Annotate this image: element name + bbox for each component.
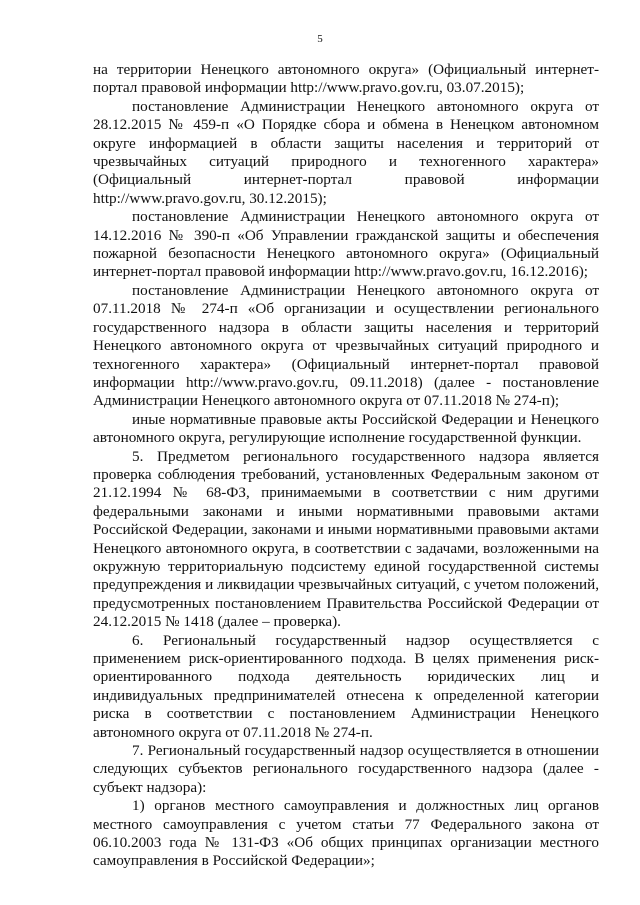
paragraph-resolution-390-p: постановление Администрации Ненецкого автономного округа от 14.12.2016 № 390-п «Об Управлении гражданской защиты и обеспечения пожарной безопасности Ненецкого автономного округа» (Официальный интернет-портал правовой информации http://www.pravo.gov.ru, 16.12.2016); (93, 208, 599, 281)
paragraph-resolution-274-p: постановление Администрации Ненецкого автономного округа от 07.11.2018 № 274-п «Об организации и осуществлении регионального государственного надзора в области защиты населения и территорий Ненецкого автономного округа от чрезвычайных ситуаций природного и техногенного характера» (Официальный интернет-портал правовой информации http://www.pravo.gov.ru, 09.11.2018) (далее - постановление Администрации Ненецкого автономного округа от 07.11.2018 № 274-п); (93, 281, 599, 410)
paragraph-item-5: 5. Предметом регионального государственного надзора является проверка соблюдения требований, установленных Федеральным законом от 21.12.1994 № 68-ФЗ, принимаемыми в соответствии с ним другими федеральными законами и иными нормативными правовыми актами Российской Федерации, законами и иными нормативными правовыми актами Ненецкого автономного округа, в соответствии с задачами, возложенными на окружную территориальную подсистему единой государственной системы предупреждения и ликвидации чрезвычайных ситуаций, с учетом положений, предусмотренных постановлением Правительства Российской Федерации от 24.12.2015 № 1418 (далее – проверка). (93, 447, 599, 631)
paragraph-item-6: 6. Региональный государственный надзор осуществляется с применением риск-ориентированного подхода. В целях применения риск-ориентированного подхода деятельность юридических лиц и индивидуальных предпринимателей отнесена к определенной категории риска в соответствии с постановлением Администрации Ненецкого автономного округа от 07.11.2018 № 274-п. (93, 631, 599, 741)
paragraph-continuation: на территории Ненецкого автономного округа» (Официальный интернет-портал правовой информации http://www.pravo.gov.ru, 03.07.2015); (93, 61, 599, 97)
paragraph-other-acts: иные нормативные правовые акты Российской Федерации и Ненецкого автономного округа, регулирующие исполнение государственной функции. (93, 410, 599, 447)
paragraph-item-7: 7. Региональный государственный надзор осуществляется в отношении следующих субъектов регионального государственного надзора (далее - субъект надзора): (93, 742, 599, 796)
page-number: 5 (317, 33, 323, 45)
paragraph-resolution-459-p: постановление Администрации Ненецкого автономного округа от 28.12.2015 № 459-п «О Порядке сбора и обмена в Ненецком автономном округе информацией в области защиты населения и территорий от чрезвычайных ситуаций природного и техногенного характера» (Официальный интернет-портал правовой информации http://www.pravo.gov.ru, 30.12.2015); (93, 97, 599, 207)
document-body (93, 61, 599, 871)
paragraph-subitem-1: 1) органов местного самоуправления и должностных лиц органов местного самоуправления с учетом статьи 77 Федерального закона от 06.10.2003 года № 131-ФЗ «Об общих принципах организации местного самоуправления в Российской Федерации»; (93, 797, 599, 870)
